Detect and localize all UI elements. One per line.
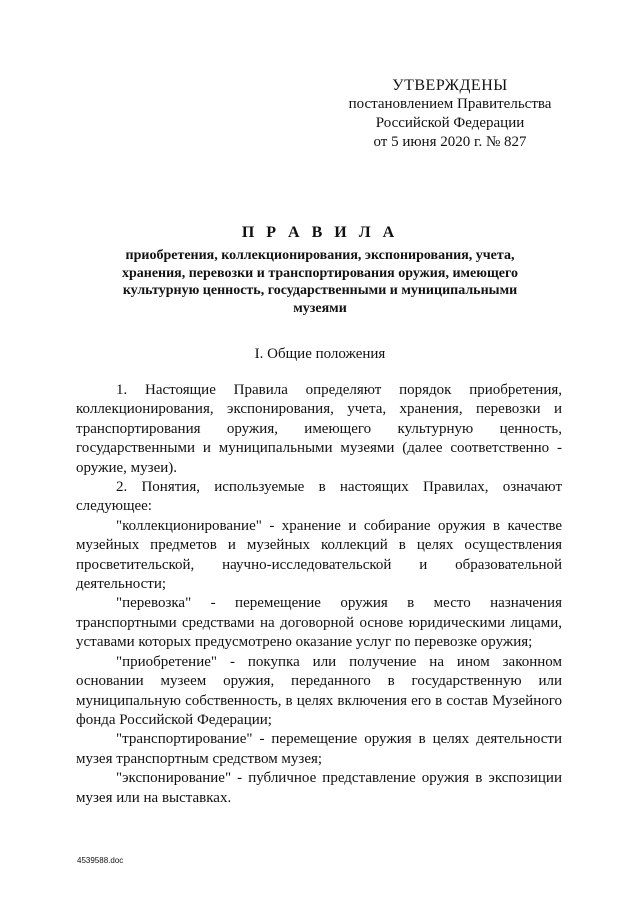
approval-title: УТВЕРЖДЕНЫ (392, 77, 508, 94)
approval-line-2: Российской Федерации (375, 115, 525, 131)
approval-line-1: постановлением Правительства (348, 96, 552, 112)
document-subtitle: приобретения, коллекционирования, экспонирования, учета, хранения, перевозки и транспортирования оружия, имеющего культурную ценность, государственными и муниципальными музеями (121, 248, 519, 316)
definition-carriage: "перевозка" - перемещение оружия в место назначения транспортными средствами на договорной основе юридическими лицами, уставами которых предусмотрено оказание услуг по перевозке оружия; (76, 595, 562, 651)
definition-exhibiting: "экспонирование" - публичное представление оружия в экспозиции музея или на выставках. (76, 770, 562, 806)
paragraph-2: 2. Понятия, используемые в настоящих Правилах, означают следующее: (76, 479, 562, 515)
definition-transportation: "транспортирование" - перемещение оружия в целях деятельности музея транспортным средством музея; (76, 731, 562, 767)
section-heading: I. Общие положения (254, 346, 386, 362)
document-body (76, 381, 562, 808)
document-title: П Р А В И Л А (241, 224, 399, 241)
paragraph-1: 1. Настоящие Правила определяют порядок приобретения, коллекционирования, экспонирования, учета, хранения, перевозки и транспортирования оружия, имеющего культурную ценность, государственными и муниципальными музеями (далее соответственно - оружие, музеи). (76, 382, 562, 476)
approval-block (320, 76, 580, 152)
definition-acquisition: "приобретение" - покупка или получение на ином законном основании музеем оружия, переданного в государственную или муниципальную собственность, в целях включения его в состав Музейного фонда Российской Федерации; (76, 653, 562, 728)
file-name-footer: 4539588.doc (77, 856, 124, 865)
approval-line-3: от 5 июня 2020 г. № 827 (373, 134, 527, 150)
definition-collecting: "коллекционирование" - хранение и собирание оружия в качестве музейных предметов и музейных коллекций в целях осуществления просветительской, научно-исследовательской и образовательной деятельности; (76, 517, 562, 593)
